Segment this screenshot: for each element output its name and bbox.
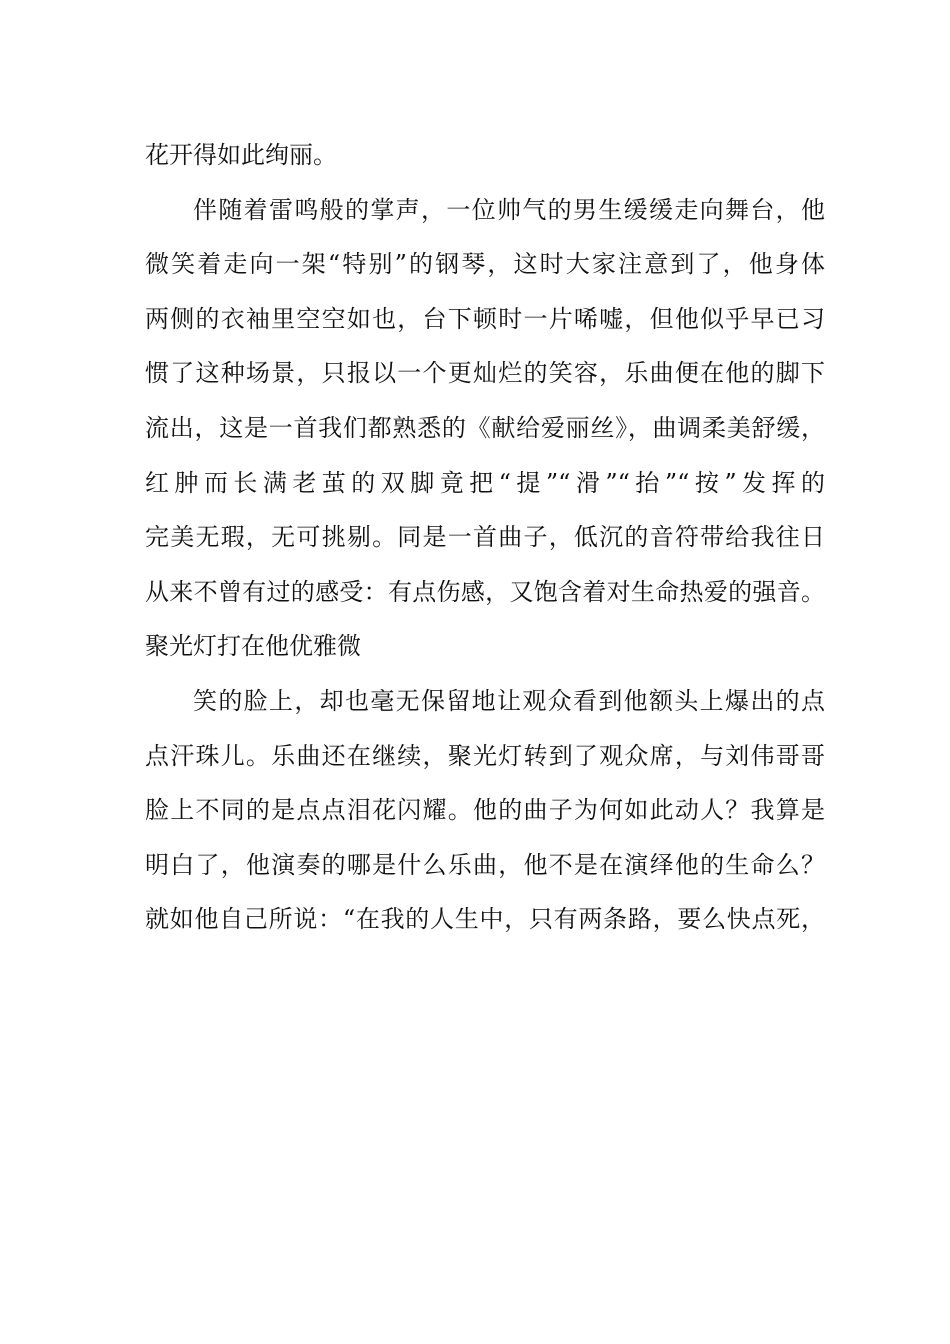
- text-line: 就如他自己所说：“在我的人生中，只有两条路，要么快点死，: [145, 905, 825, 934]
- text-line: 两侧的衣袖里空空如也，台下顿时一片唏嘘，但他似乎早已习: [145, 304, 825, 333]
- text-line: 笑的脸上，却也毫无保留地让观众看到他额头上爆出的点: [193, 686, 825, 715]
- text-line: 流出，这是一首我们都熟悉的《献给爱丽丝》，曲调柔美舒缓，: [145, 413, 825, 442]
- body-text: [145, 128, 825, 947]
- text-line: 点汗珠儿。乐曲还在继续，聚光灯转到了观众席，与刘伟哥哥: [145, 741, 825, 770]
- text-line: 红肿而长满老茧的双脚竟把“提”“滑”“抬”“按”发挥的: [145, 468, 825, 497]
- text-line: 花开得如此绚丽。: [145, 141, 337, 169]
- text-line: 微笑着走向一架“特别”的钢琴，这时大家注意到了，他身体: [145, 250, 825, 279]
- text-line: 从来不曾有过的感受：有点伤感，又饱含着对生命热爱的强音。: [145, 577, 825, 606]
- text-line: 完美无瑕，无可挑剔。同是一首曲子，低沉的音符带给我往日: [145, 523, 825, 552]
- text-line: 聚光灯打在他优雅微: [145, 632, 361, 661]
- text-line: 惯了这种场景，只报以一个更灿烂的笑容，乐曲便在他的脚下: [145, 359, 825, 388]
- text-line: 伴随着雷鸣般的掌声，一位帅气的男生缓缓走向舞台，他: [193, 195, 825, 224]
- text-line: 明白了，他演奏的哪是什么乐曲，他不是在演绎他的生命么？: [145, 850, 825, 879]
- text-line: 脸上不同的是点点泪花闪耀。他的曲子为何如此动人？我算是: [145, 796, 825, 825]
